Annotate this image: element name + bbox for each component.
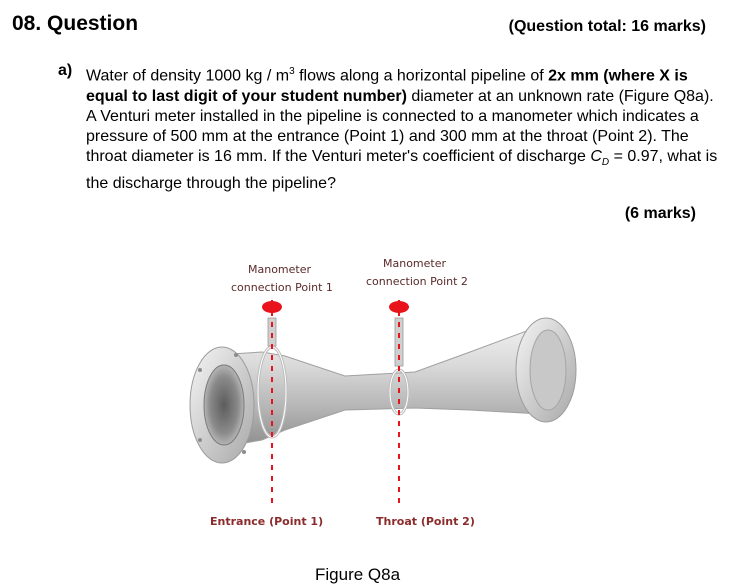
text-segment: flows along a horizontal pipeline of bbox=[294, 67, 549, 85]
label-manometer-point1-line1: Manometer bbox=[248, 263, 312, 276]
marker-point1 bbox=[262, 301, 282, 313]
label-manometer-point2-line2: connection Point 2 bbox=[366, 275, 468, 288]
question-title: 08. Question bbox=[12, 12, 139, 35]
inlet-flange bbox=[190, 347, 254, 463]
superscript: 3 bbox=[289, 66, 295, 77]
label-entrance-point1: Entrance (Point 1) bbox=[210, 515, 324, 528]
label-throat-point2: Throat (Point 2) bbox=[376, 515, 475, 528]
text-segment: Water of density 1000 kg / m bbox=[86, 67, 290, 85]
cd-symbol: C bbox=[590, 148, 602, 166]
outlet-flange bbox=[516, 318, 576, 422]
cd-subscript: D bbox=[601, 157, 610, 169]
text-segment: diameter at an unknown rate (Figure Q8a). A Venturi meter installed in the pipeline is connected to a manometer which indicates a pressure of 500 mm at the entrance (Point 1) and 300 mm at the throat (Point 2). The throat diameter is 16 mm. If the Venturi meter's coefficient of discharge bbox=[86, 87, 714, 166]
part-a-label: a) bbox=[58, 62, 73, 79]
part-a-marks: (6 marks) bbox=[624, 205, 696, 222]
tap-ring-point2 bbox=[390, 370, 408, 414]
question-total-marks: (Question total: 16 marks) bbox=[508, 18, 706, 35]
label-manometer-point2-line1: Manometer bbox=[383, 257, 447, 270]
marker-point2 bbox=[389, 301, 409, 313]
tap-ring-point1 bbox=[258, 347, 286, 437]
label-manometer-point1-line2: connection Point 1 bbox=[231, 281, 333, 294]
inlet-opening bbox=[204, 365, 244, 445]
venturi-body bbox=[215, 322, 556, 448]
bold-instruction: 2x mm (where X is equal to last digit of your student number) bbox=[86, 67, 688, 105]
figure-caption: Figure Q8a bbox=[315, 565, 401, 584]
text-segment: = 0.97, what is the discharge through the pipeline? bbox=[86, 148, 718, 192]
part-a-question-text bbox=[86, 62, 718, 194]
